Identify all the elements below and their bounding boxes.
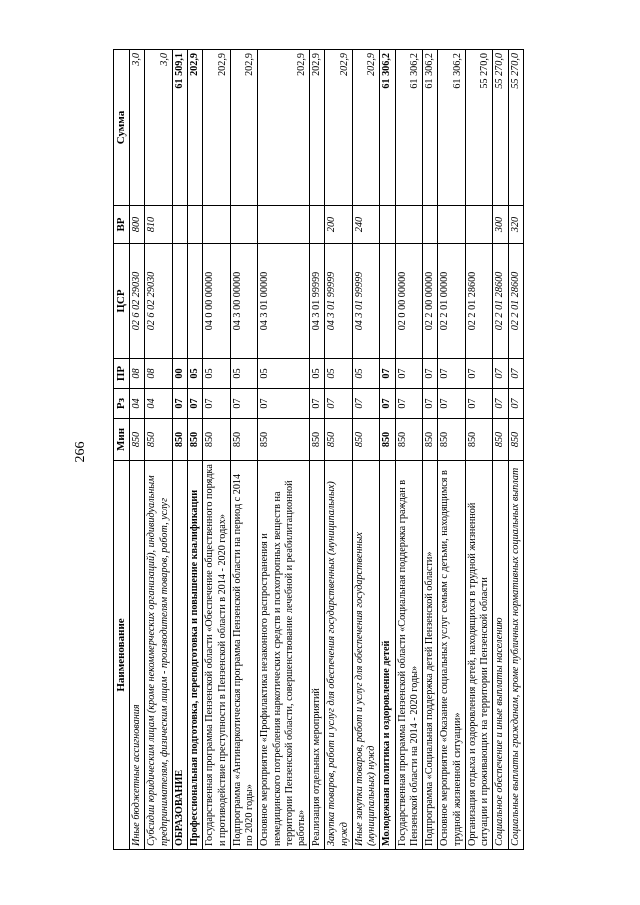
cell-vr: 810	[145, 206, 172, 244]
cell-rz: 07	[380, 389, 395, 419]
cell-csr: 04 0 00 00000	[203, 244, 230, 359]
cell-min: 850	[352, 419, 379, 461]
page-number: 266	[73, 441, 88, 463]
cell-vr: 300	[493, 206, 508, 244]
cell-csr: 02 0 00 00000	[395, 244, 422, 359]
table-row	[145, 50, 172, 850]
cell-name: Государственная программа Пензенской области «Обеспечение общественного порядка и противодействие преступности в Пензенской области в 2014 - 2020 годах»	[203, 461, 230, 850]
cell-name: Основное мероприятие «Оказание социальных услуг семьям с детьми, находящимся в трудной жизненной ситуации»	[438, 461, 465, 850]
table-body	[130, 50, 524, 850]
table-row	[423, 50, 438, 850]
header-pr: ПР	[114, 359, 130, 389]
cell-min: 850	[508, 419, 523, 461]
cell-sum: 55 270,0	[508, 50, 523, 206]
cell-pr: 07	[465, 359, 492, 389]
cell-pr: 08	[130, 359, 145, 389]
cell-rz: 07	[172, 389, 187, 419]
table-row	[130, 50, 145, 850]
cell-name: Иные закупки товаров, работ и услуг для обеспечения государственных (муниципальных) нужд	[352, 461, 379, 850]
cell-rz: 04	[130, 389, 145, 419]
cell-rz: 07	[423, 389, 438, 419]
cell-vr	[423, 206, 438, 244]
cell-sum: 61 509,1	[172, 50, 187, 206]
cell-pr: 07	[508, 359, 523, 389]
table-row	[395, 50, 422, 850]
cell-name: Реализация отдельных мероприятий	[310, 461, 325, 850]
cell-csr: 02 6 02 29030	[145, 244, 172, 359]
cell-sum: 202,9	[203, 50, 230, 206]
cell-csr: 02 2 01 00000	[438, 244, 465, 359]
cell-vr	[438, 206, 465, 244]
cell-name: Социальные выплаты гражданам, кроме публичных нормативных социальных выплат	[508, 461, 523, 850]
table-row	[230, 50, 257, 850]
table-row	[325, 50, 352, 850]
cell-vr: 800	[130, 206, 145, 244]
cell-sum: 202,9	[258, 50, 310, 206]
cell-name: Подпрограмма «Социальная поддержка детей Пензенской области»	[423, 461, 438, 850]
cell-csr	[188, 244, 203, 359]
header-csr: ЦСР	[114, 244, 130, 359]
cell-name: Иные бюджетные ассигнования	[130, 461, 145, 850]
cell-rz: 07	[258, 389, 310, 419]
cell-rz: 07	[352, 389, 379, 419]
cell-rz: 07	[465, 389, 492, 419]
cell-pr: 05	[230, 359, 257, 389]
cell-pr: 05	[203, 359, 230, 389]
cell-pr: 05	[258, 359, 310, 389]
cell-sum: 61 306,2	[395, 50, 422, 206]
cell-vr	[395, 206, 422, 244]
cell-vr	[310, 206, 325, 244]
cell-csr: 04 3 01 99999	[325, 244, 352, 359]
cell-min: 850	[325, 419, 352, 461]
cell-min: 850	[230, 419, 257, 461]
table-row	[508, 50, 523, 850]
cell-vr	[172, 206, 187, 244]
table-row	[438, 50, 465, 850]
cell-pr: 07	[380, 359, 395, 389]
cell-csr: 02 2 01 28600	[508, 244, 523, 359]
cell-min: 850	[395, 419, 422, 461]
table-header-row	[114, 50, 130, 850]
cell-csr: 04 3 00 00000	[230, 244, 257, 359]
cell-sum: 202,9	[352, 50, 379, 206]
header-rz: Рз	[114, 389, 130, 419]
cell-vr: 200	[325, 206, 352, 244]
cell-rz: 07	[508, 389, 523, 419]
cell-rz: 07	[395, 389, 422, 419]
cell-pr: 05	[310, 359, 325, 389]
cell-vr: 240	[352, 206, 379, 244]
cell-csr: 02 2 01 28600	[493, 244, 508, 359]
cell-vr	[258, 206, 310, 244]
cell-rz: 04	[145, 389, 172, 419]
table-row	[352, 50, 379, 850]
cell-csr	[172, 244, 187, 359]
cell-rz: 07	[438, 389, 465, 419]
cell-name: Организация отдыха и оздоровления детей, находящихся в трудной жизненной ситуации и проживающих на территории Пензенской области	[465, 461, 492, 850]
cell-vr	[380, 206, 395, 244]
header-min: Мин	[114, 419, 130, 461]
cell-rz: 07	[203, 389, 230, 419]
cell-pr: 08	[145, 359, 172, 389]
cell-vr	[188, 206, 203, 244]
cell-min: 850	[130, 419, 145, 461]
cell-csr: 04 3 01 99999	[310, 244, 325, 359]
cell-min: 850	[493, 419, 508, 461]
cell-rz: 07	[230, 389, 257, 419]
cell-pr: 07	[438, 359, 465, 389]
cell-vr	[465, 206, 492, 244]
cell-min: 850	[258, 419, 310, 461]
cell-sum: 55 270,0	[465, 50, 492, 206]
cell-sum: 202,9	[188, 50, 203, 206]
cell-sum: 55 270,0	[493, 50, 508, 206]
cell-pr: 07	[493, 359, 508, 389]
cell-sum: 61 306,2	[423, 50, 438, 206]
cell-csr: 02 2 01 28600	[465, 244, 492, 359]
cell-pr: 05	[188, 359, 203, 389]
cell-sum: 61 306,2	[380, 50, 395, 206]
cell-vr	[203, 206, 230, 244]
table-row	[188, 50, 203, 850]
cell-name: Государственная программа Пензенской области «Социальная поддержка граждан в Пензенской области на 2014 - 2020 годы»	[395, 461, 422, 850]
cell-sum: 61 306,2	[438, 50, 465, 206]
cell-pr: 07	[395, 359, 422, 389]
table-row	[493, 50, 508, 850]
cell-sum: 3,0	[145, 50, 172, 206]
cell-csr: 04 3 01 00000	[258, 244, 310, 359]
table-row	[465, 50, 492, 850]
cell-rz: 07	[310, 389, 325, 419]
cell-rz: 07	[188, 389, 203, 419]
cell-rz: 07	[325, 389, 352, 419]
cell-name: Молодежная политика и оздоровление детей	[380, 461, 395, 850]
cell-csr: 02 6 02 29030	[130, 244, 145, 359]
cell-name: Подпрограмма «Антинаркотическая программа Пензенской области на период с 2014 по 2020 годы»	[230, 461, 257, 850]
cell-min: 850	[188, 419, 203, 461]
cell-min: 850	[145, 419, 172, 461]
cell-min: 850	[203, 419, 230, 461]
cell-csr: 04 3 01 99999	[352, 244, 379, 359]
cell-min: 850	[423, 419, 438, 461]
cell-pr: 05	[325, 359, 352, 389]
cell-sum: 202,9	[325, 50, 352, 206]
cell-name: ОБРАЗОВАНИЕ	[172, 461, 187, 850]
cell-min: 850	[310, 419, 325, 461]
cell-min: 850	[380, 419, 395, 461]
cell-sum: 202,9	[230, 50, 257, 206]
cell-vr: 320	[508, 206, 523, 244]
rotated-budget-table-container	[113, 50, 623, 850]
cell-name: Социальное обеспечение и иные выплаты населению	[493, 461, 508, 850]
cell-name: Профессиональная подготовка, переподготовка и повышение квалификации	[188, 461, 203, 850]
table-row	[258, 50, 310, 850]
cell-pr: 05	[352, 359, 379, 389]
budget-table	[113, 49, 524, 850]
cell-csr	[380, 244, 395, 359]
cell-pr: 00	[172, 359, 187, 389]
header-vr: ВР	[114, 206, 130, 244]
table-row	[172, 50, 187, 850]
cell-min: 850	[172, 419, 187, 461]
cell-min: 850	[465, 419, 492, 461]
cell-name: Закупка товаров, работ и услуг для обеспечения государственных (муниципальных) нужд	[325, 461, 352, 850]
table-row	[203, 50, 230, 850]
cell-name: Основное мероприятие «Профилактика незаконного распространения и немедицинского потребления наркотических средств и психотропных веществ на территории Пензенской области, совершенствование лечебной и реабилитационной работы»	[258, 461, 310, 850]
cell-vr	[230, 206, 257, 244]
table-row	[380, 50, 395, 850]
header-sum: Сумма	[114, 50, 130, 206]
cell-csr: 02 2 00 00000	[423, 244, 438, 359]
cell-rz: 07	[493, 389, 508, 419]
cell-min: 850	[438, 419, 465, 461]
cell-pr: 07	[423, 359, 438, 389]
cell-name: Субсидии юридическим лицам (кроме некоммерческих организаций), индивидуальным предпринимателям, физическим лицам - производителям товаров, работ, услуг	[145, 461, 172, 850]
header-name: Наименование	[114, 461, 130, 850]
table-row	[310, 50, 325, 850]
cell-sum: 3,0	[130, 50, 145, 206]
cell-sum: 202,9	[310, 50, 325, 206]
